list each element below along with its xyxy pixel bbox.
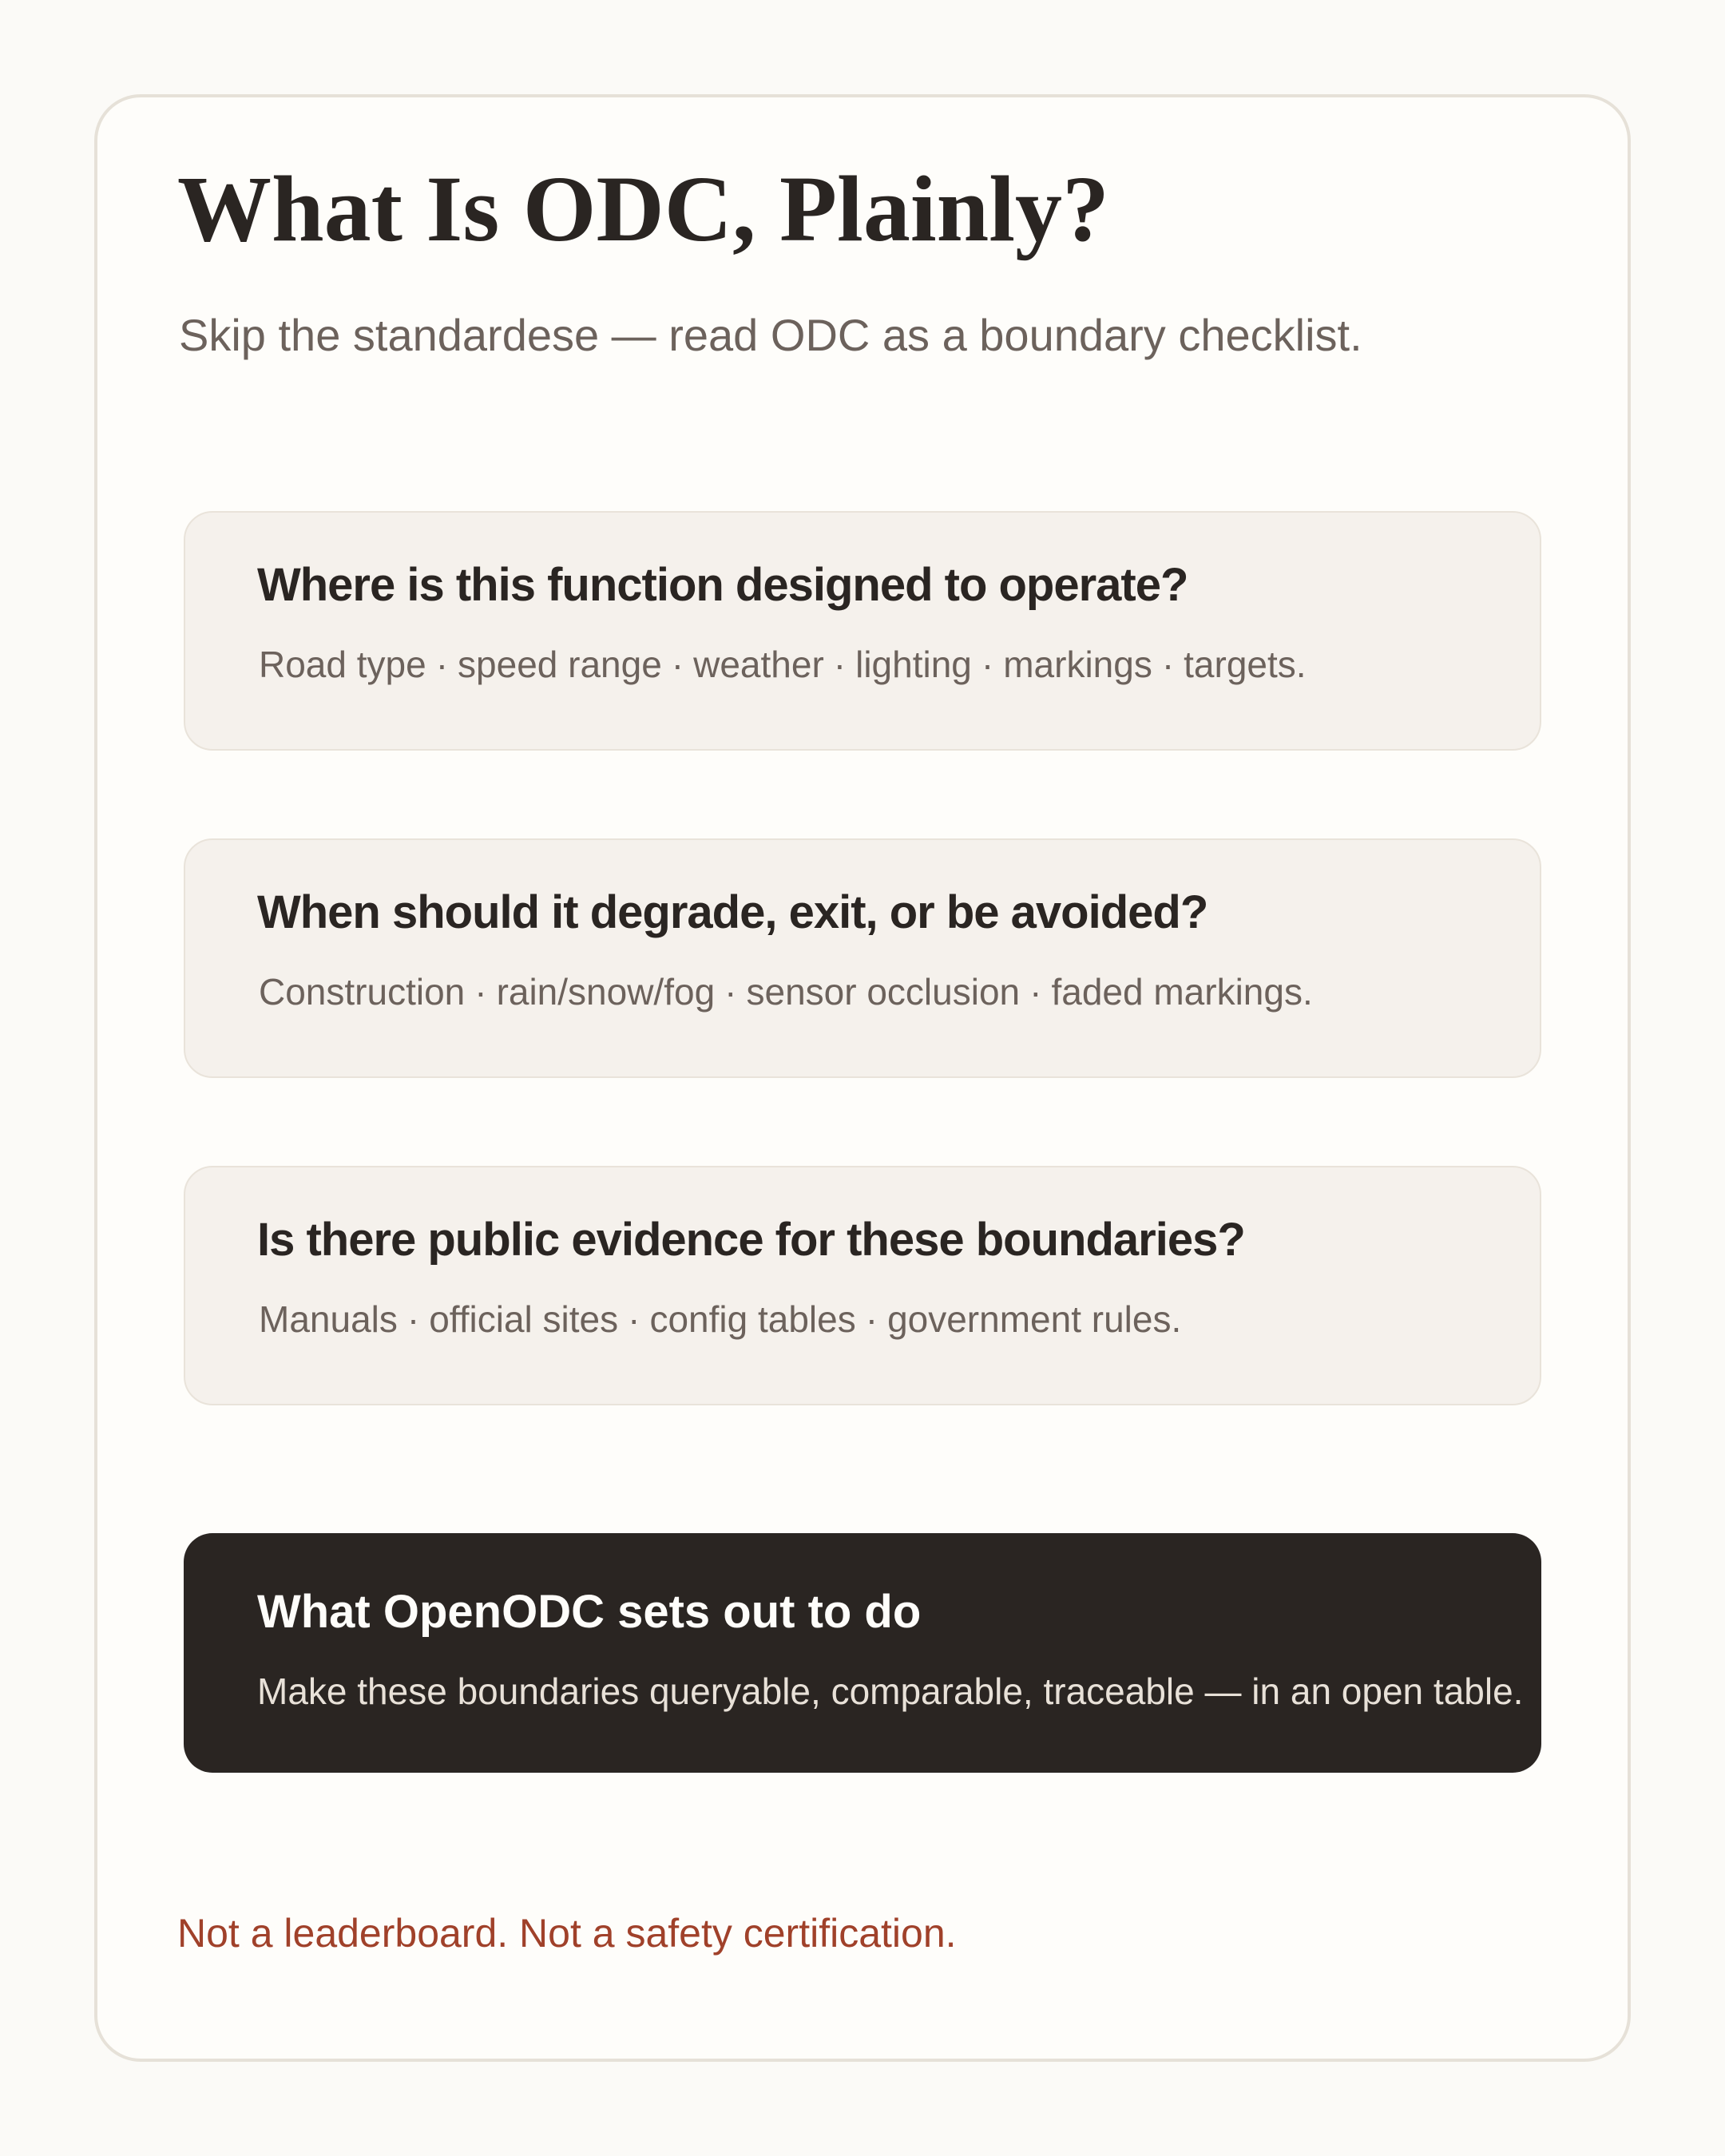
item: lighting <box>855 644 972 685</box>
disclaimer-note: Not a leaderboard. Not a safety certification. <box>177 1911 957 1956</box>
question-title: Is there public evidence for these boundaries? <box>257 1214 1245 1266</box>
page-title: What Is ODC, Plainly? <box>177 157 1110 261</box>
item: government rules. <box>887 1298 1182 1340</box>
mission-card <box>184 1533 1541 1773</box>
separator: · <box>474 971 487 1013</box>
item: Manuals <box>259 1298 398 1340</box>
separator: · <box>865 1298 878 1340</box>
item: config tables <box>649 1298 856 1340</box>
question-card-evidence <box>184 1166 1541 1405</box>
mission-description: Make these boundaries queryable, comparable, traceable — in an open table. <box>257 1671 1524 1712</box>
question-title: Where is this function designed to operate? <box>257 559 1188 611</box>
separator: · <box>628 1298 640 1340</box>
item: Road type <box>259 644 426 685</box>
separator: · <box>671 644 684 685</box>
item: Construction <box>259 971 466 1013</box>
item: targets. <box>1184 644 1307 685</box>
item: rain/snow/fog <box>496 971 716 1013</box>
item: markings <box>1003 644 1152 685</box>
item: official sites <box>429 1298 619 1340</box>
question-items <box>259 969 1313 1014</box>
mission-title: What OpenODC sets out to do <box>257 1586 922 1638</box>
question-card-operate <box>184 511 1541 751</box>
separator: · <box>833 644 847 685</box>
separator: · <box>1161 644 1175 685</box>
item: sensor occlusion <box>746 971 1021 1013</box>
item: faded markings. <box>1051 971 1313 1013</box>
item: speed range <box>458 644 662 685</box>
question-items <box>259 642 1307 687</box>
separator: · <box>981 644 994 685</box>
separator: · <box>724 971 737 1013</box>
page-subtitle: Skip the standardese — read ODC as a boundary checklist. <box>179 310 1362 360</box>
separator: · <box>1029 971 1042 1013</box>
question-items <box>259 1297 1181 1342</box>
separator: · <box>435 644 449 685</box>
question-card-degrade <box>184 838 1541 1078</box>
item: weather <box>693 644 824 685</box>
question-title: When should it degrade, exit, or be avoided? <box>257 886 1208 938</box>
separator: · <box>406 1298 420 1340</box>
